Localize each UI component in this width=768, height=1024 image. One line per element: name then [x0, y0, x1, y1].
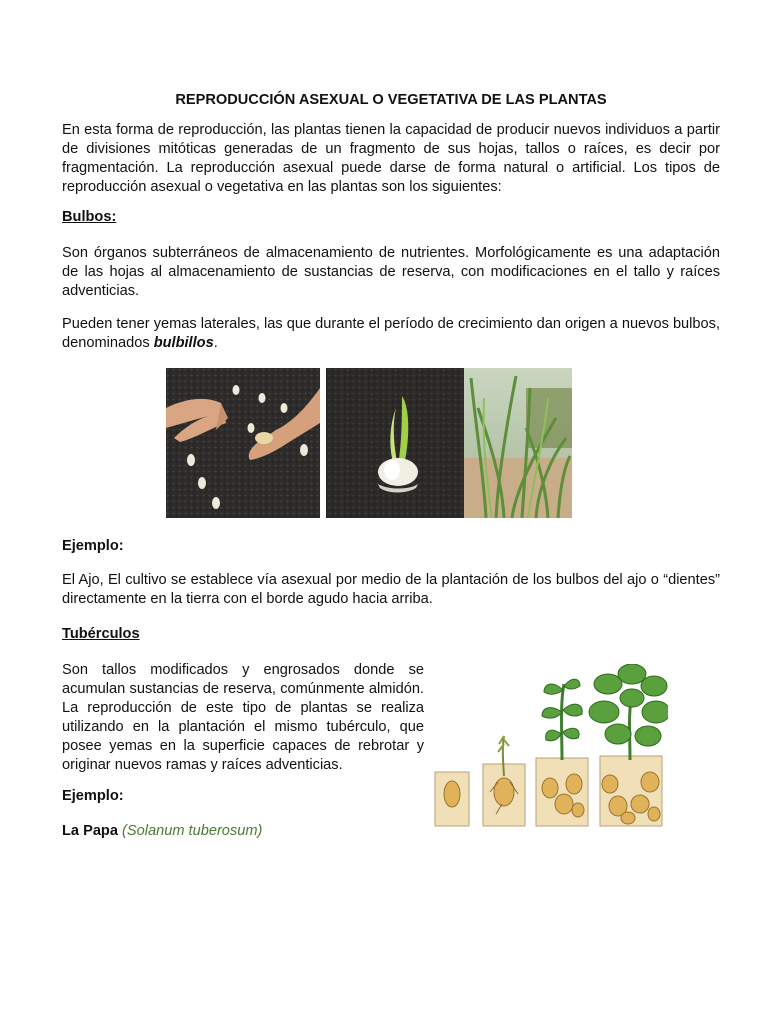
potato-stage-1 — [444, 781, 460, 807]
bulbos-example-heading: Ejemplo: — [62, 538, 124, 554]
garlic-field-photo — [464, 368, 572, 518]
bulbos-paragraph-1: Son órganos subterráneos de almacenamiento de nutrientes. Morfológicamente es una adaptación de las hojas al almacenamiento de sustancias de reserva, con modificaciones en el tallo y raíces adventicias. — [62, 245, 720, 299]
bulbos-paragraph-2 — [62, 315, 720, 353]
example-common-name: La Papa — [62, 823, 118, 839]
bulbos-heading: Bulbos: — [62, 209, 117, 225]
bulbos-p2-text: Pueden tener yemas laterales, las que durante el período de crecimiento dan origen a nuevos bulbos, denominados — [62, 316, 720, 351]
bulbillos-term: bulbillos — [153, 335, 214, 351]
tuberculos-paragraph: Son tallos modificados y engrosados donde se acumulan sustancias de reserva, comúnmente almidón. La reproducción de este tipo de plantas se realiza utilizando en la plantación el mismo tubérculo, que posee yemas en la superficie capaces de rebrotar y originar nuevos ramas y raíces adventicias. — [62, 662, 424, 773]
bulbos-p2-end: . — [213, 335, 218, 351]
tuberculos-heading: Tubérculos — [62, 626, 140, 642]
potato-growth-stages-figure — [432, 664, 668, 830]
bulbos-example-text: El Ajo, El cultivo se establece vía asexual por medio de la plantación de los bulbos del ajo o “dientes” directamente en la tierra con el borde agudo hacia arriba. — [62, 572, 720, 607]
intro-paragraph: En esta forma de reproducción, las plantas tienen la capacidad de producir nuevos individuos a partir de divisiones mitóticas generadas de un fragmento de sus hojas, tallos o raíces, es decir por fragmentación. La reproducción asexual puede darse de forma natural o artificial. Los tipos de reproducción asexual o vegetativa en las plantas son los siguientes: — [62, 122, 720, 195]
example-scientific-name: (Solanum tuberosum) — [122, 823, 263, 839]
garlic-planting-photo — [166, 368, 320, 518]
garlic-photos — [166, 368, 572, 518]
garlic-sprout-photo — [326, 368, 464, 518]
tuberculos-example-heading: Ejemplo: — [62, 788, 124, 804]
tuberculos-example — [62, 822, 720, 841]
document-title: REPRODUCCIÓN ASEXUAL O VEGETATIVA DE LAS PLANTAS — [175, 92, 607, 108]
